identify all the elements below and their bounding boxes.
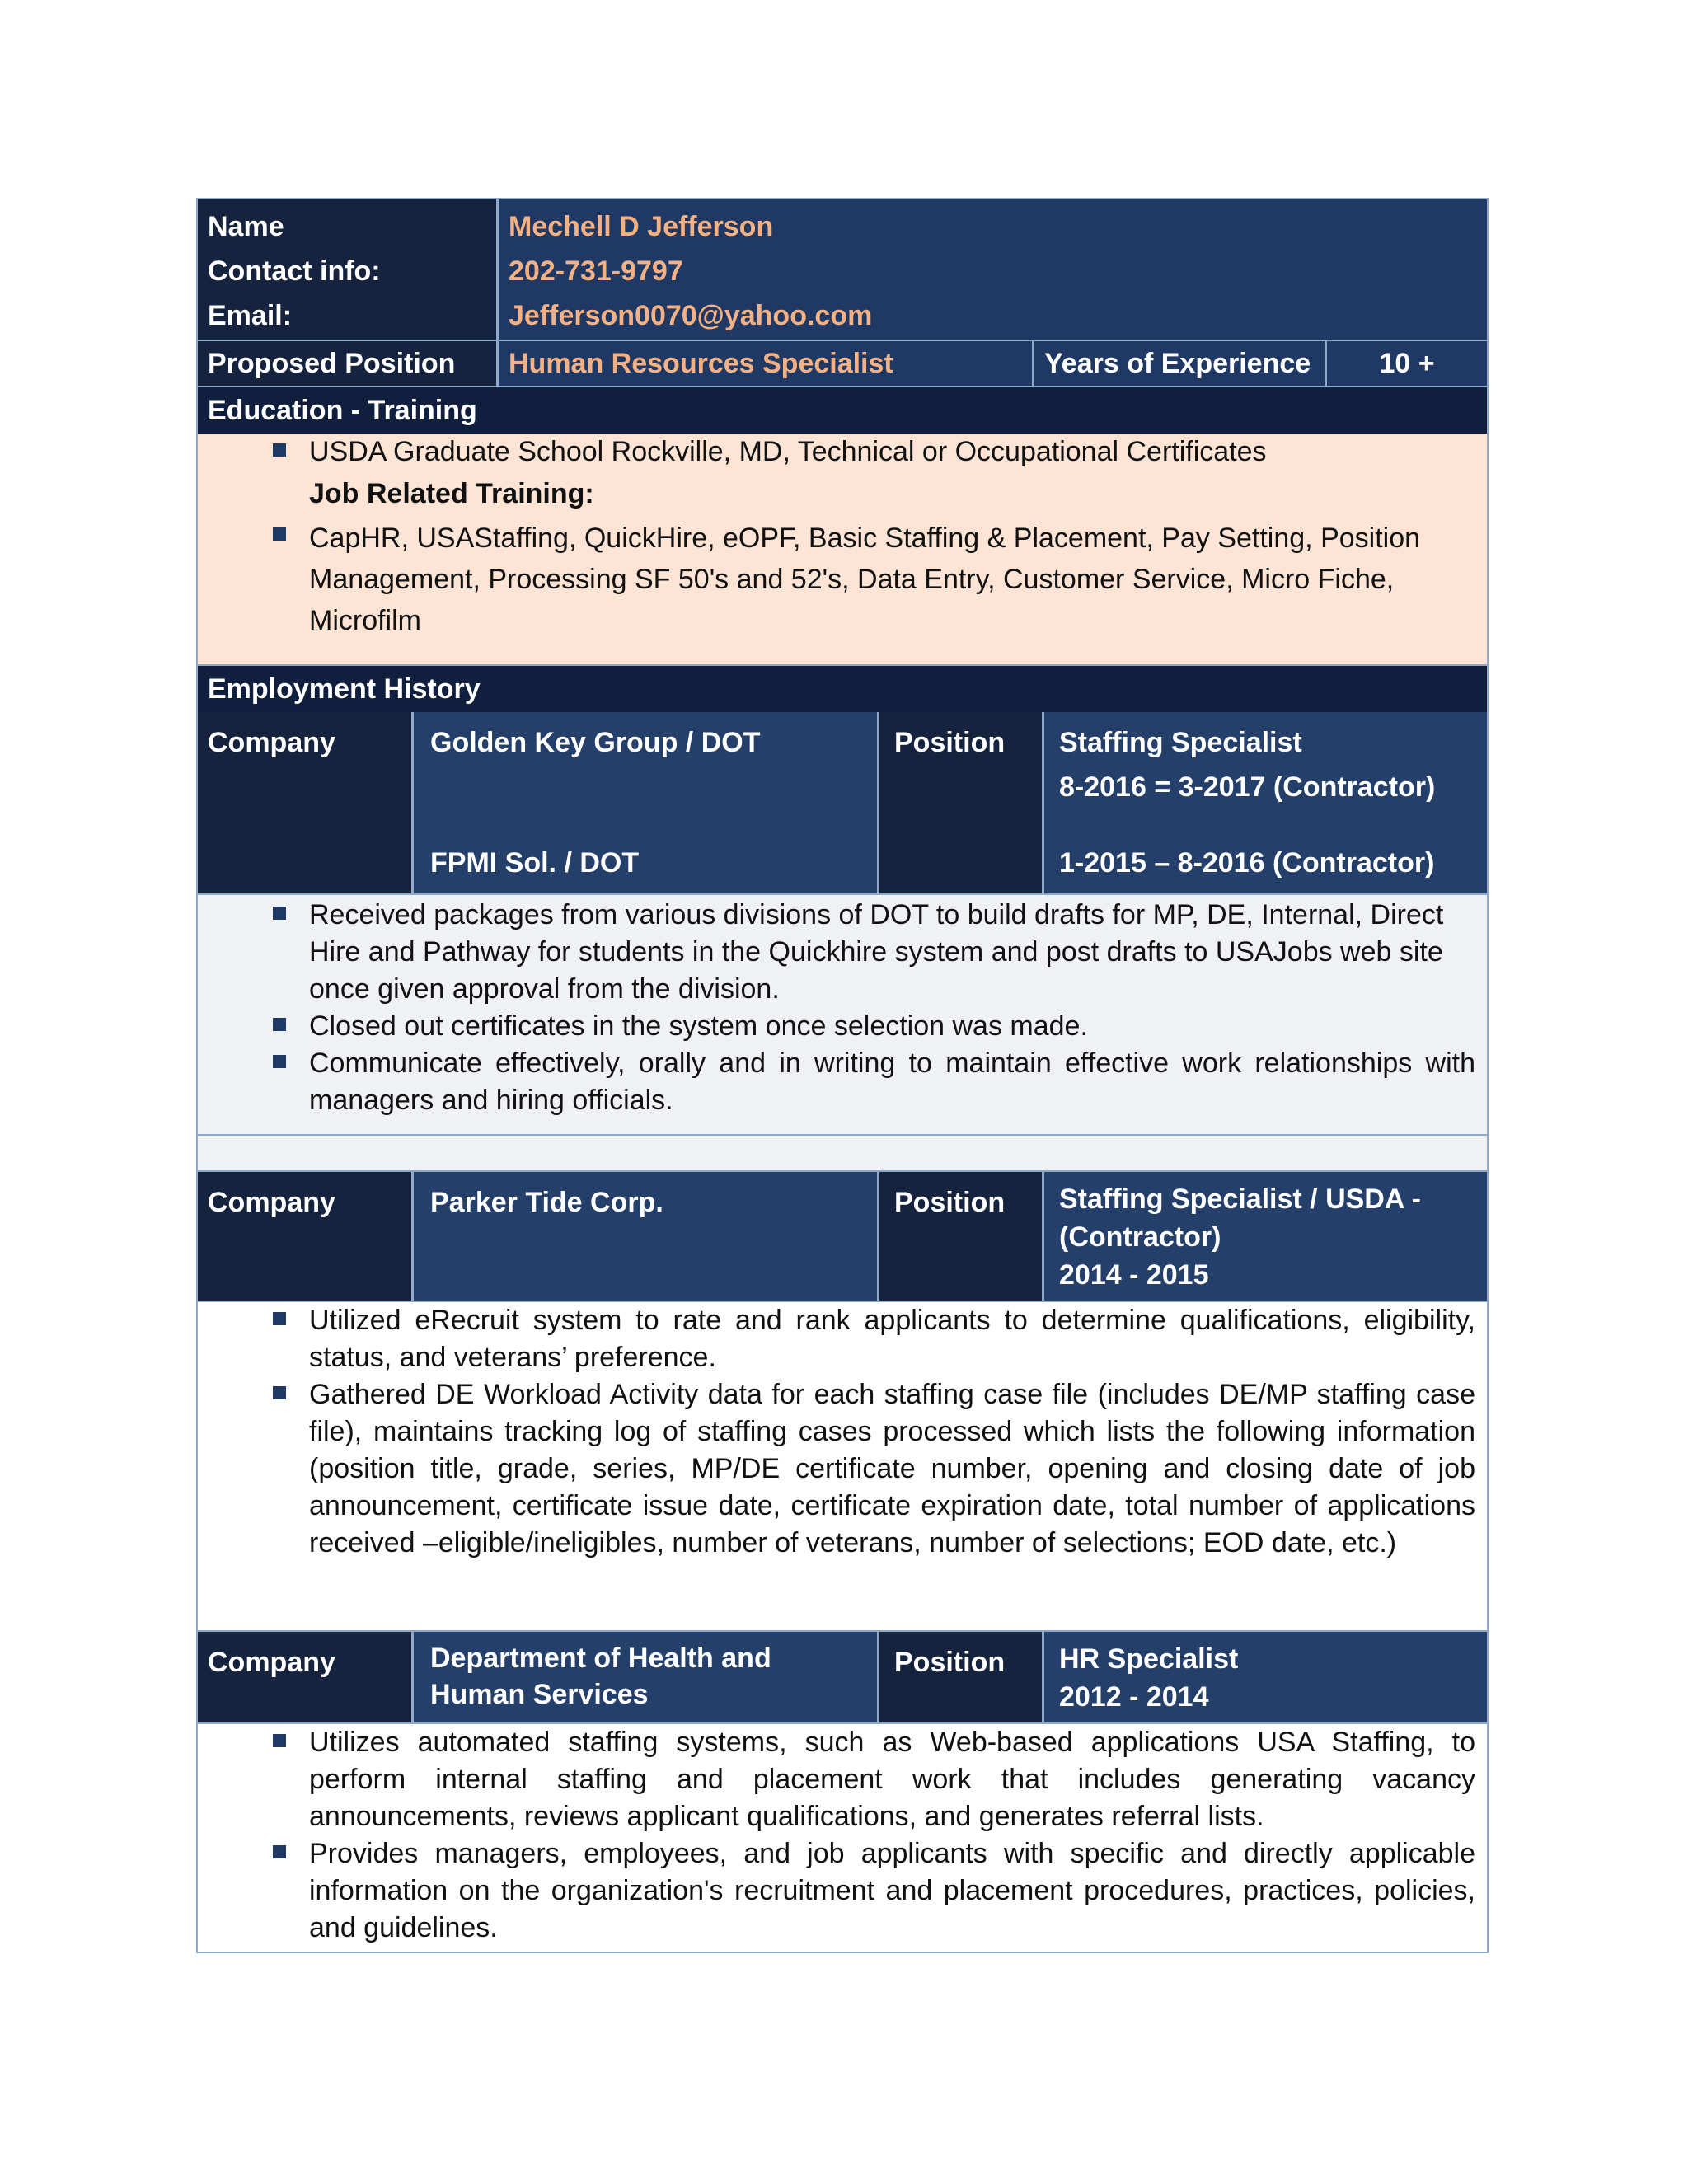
contact-values [499, 199, 1487, 340]
duty-item: Closed out certificates in the system once selection was made. [309, 1008, 1475, 1045]
company-name: Parker Tide Corp. [414, 1172, 879, 1301]
education-section [198, 434, 1487, 666]
job-header-row [198, 1172, 1487, 1302]
position-title: Staffing Specialist [1059, 727, 1302, 758]
employment-title: Employment History [198, 666, 1487, 712]
duties-list [198, 1302, 1475, 1562]
job-duties [198, 1724, 1487, 1952]
email-label: Email: [208, 300, 293, 331]
training-list [198, 518, 1475, 641]
job-header-row [198, 1632, 1487, 1724]
duty-item: Gathered DE Workload Activity data for each staffing case file (includes DE/MP staffing case file), maintains tracking log of staffing cases processed which lists the following information (position title, grade, series, MP/DE certificate number, opening and closing date of job announcement, certificate issue date, certificate expiration date, total number of applications received –eligible/ineligibles, number of veterans, number of selections; EOD date, etc.) [309, 1376, 1475, 1562]
duty-item: Utilized eRecruit system to rate and rank applicants to determine qualifications, eligibility, status, and veterans’ preference. [309, 1302, 1475, 1376]
position-label: Position [879, 1172, 1044, 1301]
training-item: CapHR, USAStaffing, QuickHire, eOPF, Basic Staffing & Placement, Pay Setting, Position Management, Processing SF 50's and 52's, Data Entry, Customer Service, Micro Fiche, Microfilm [309, 518, 1475, 641]
contact-row [198, 199, 1487, 341]
resume-table [196, 198, 1489, 1953]
experience-value: 10 + [1327, 341, 1487, 386]
job-duties [198, 1302, 1487, 1632]
experience-label: Years of Experience [1034, 341, 1327, 386]
company-label: Company [198, 1172, 414, 1301]
contact-label: Contact info: [208, 255, 381, 287]
duty-item: Communicate effectively, orally and in writing to maintain effective work relationships with managers and hiring officials. [309, 1045, 1475, 1119]
employment-dates: 2012 - 2014 [1059, 1681, 1209, 1713]
position-label: Position [879, 712, 1044, 893]
position-title: Staffing Specialist / USDA - (Contractor) [1059, 1183, 1421, 1253]
education-item: USDA Graduate School Rockville, MD, Technical or Occupational Certificates [309, 434, 1475, 471]
proposed-position-label: Proposed Position [198, 341, 499, 386]
position-title: HR Specialist [1059, 1643, 1239, 1675]
employment-dates: 8-2016 = 3-2017 (Contractor) [1059, 771, 1436, 803]
company-label: Company [198, 1632, 414, 1722]
candidate-name: Mechell D Jefferson [509, 211, 774, 242]
phone-number: 202-731-9797 [509, 255, 683, 287]
company-label: Company [198, 712, 414, 893]
education-title: Education - Training [198, 387, 1487, 434]
training-subheading: Job Related Training: [309, 478, 594, 509]
education-list [198, 434, 1475, 471]
employment-dates: 2014 - 2015 [1059, 1259, 1209, 1291]
position-cell [1044, 1632, 1487, 1722]
company-name: Department of Health and Human Services [414, 1632, 879, 1722]
employment-dates-secondary: 1-2015 – 8-2016 (Contractor) [1059, 847, 1435, 879]
duty-item: Provides managers, employees, and job applicants with specific and directly applicable information on the organization's recruitment and placement procedures, practices, policies, and guidelines. [309, 1835, 1475, 1947]
company-name: Golden Key Group / DOT [430, 727, 761, 758]
company-cell [414, 712, 879, 893]
position-row [198, 341, 1487, 387]
proposed-position-value: Human Resources Specialist [499, 341, 1034, 386]
contact-labels [198, 199, 499, 340]
duty-item: Received packages from various divisions of DOT to build drafts for MP, DE, Internal, Direct Hire and Pathway for students in the Quickhire system and post drafts to USAJobs web site once given approval from the division. [309, 897, 1475, 1008]
duties-list [198, 897, 1475, 1119]
company-name-secondary: FPMI Sol. / DOT [430, 847, 640, 879]
job-duties [198, 895, 1487, 1136]
duties-list [198, 1724, 1475, 1947]
job-header-row [198, 712, 1487, 895]
duty-item: Utilizes automated staffing systems, such as Web-based applications USA Staffing, to perform internal staffing and placement work that includes generating vacancy announcements, reviews applicant qualifications, and generates referral lists. [309, 1724, 1475, 1835]
position-cell [1044, 712, 1487, 893]
name-label: Name [208, 211, 284, 242]
spacer-row [198, 1136, 1487, 1172]
email-address: Jefferson0070@yahoo.com [509, 300, 873, 331]
position-label: Position [879, 1632, 1044, 1722]
position-cell [1044, 1172, 1487, 1301]
